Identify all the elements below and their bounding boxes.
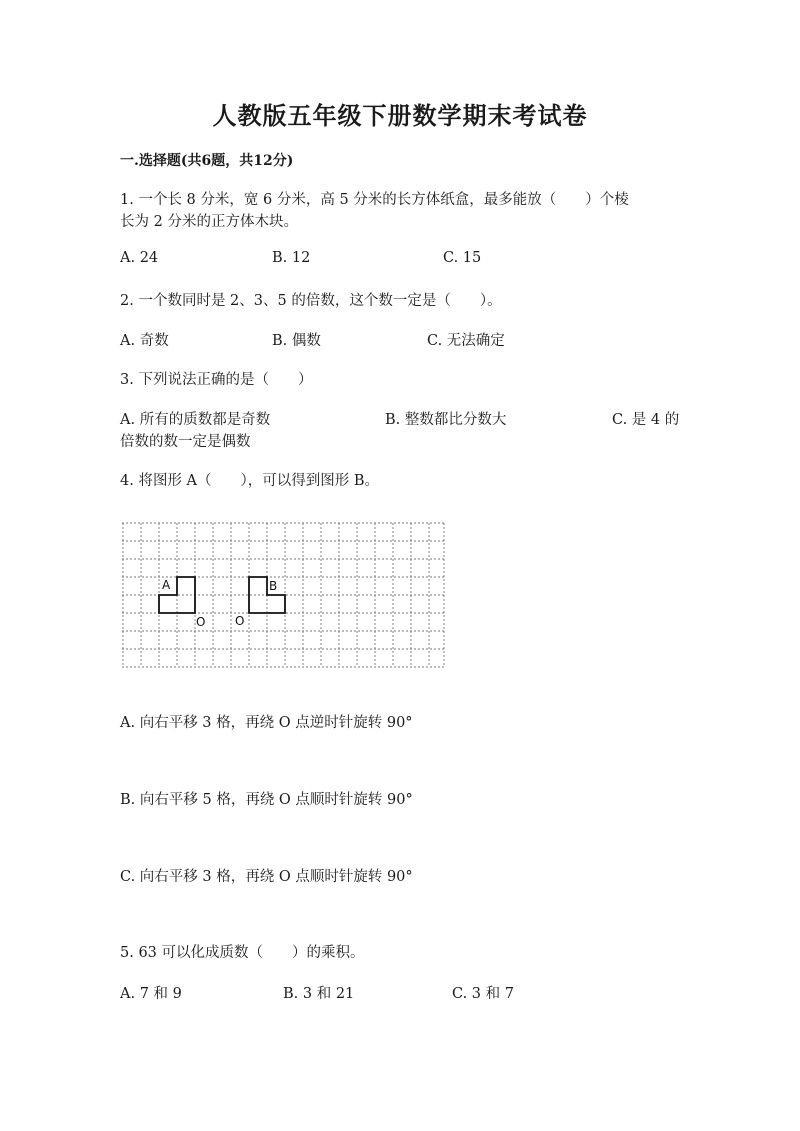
point-o-label-2: O: [235, 614, 245, 628]
question-4-option-a[interactable]: A. 向右平移 3 格，再绕 O 点逆时针旋转 90°: [120, 715, 413, 731]
question-2-option-a[interactable]: A. 奇数: [120, 333, 169, 349]
grid-figure: [122, 522, 448, 674]
question-2-option-b[interactable]: B. 偶数: [272, 333, 321, 349]
shape-a-label: A: [162, 578, 171, 592]
question-5-option-c[interactable]: C. 3 和 7: [452, 986, 514, 1002]
question-5-line-1: 5. 63 可以化成质数（ ）的乘积。: [120, 945, 365, 961]
question-2-line-1: 2. 一个数同时是 2、3、5 的倍数，这个数一定是（ ）。: [120, 293, 502, 309]
question-3-line-1: 3. 下列说法正确的是（ ）: [120, 372, 313, 388]
point-o-label-1: O: [196, 615, 206, 629]
question-1-line-2: 长为 2 分米的正方体木块。: [120, 214, 298, 230]
grid-figure-svg: [122, 522, 448, 670]
question-4-line-1: 4. 将图形 A（ ），可以得到图形 B。: [120, 473, 380, 489]
question-1-option-c[interactable]: C. 15: [443, 250, 482, 266]
page-title: 人教版五年级下册数学期末考试卷: [212, 101, 588, 130]
question-1-option-b[interactable]: B. 12: [272, 250, 311, 266]
question-5-option-a[interactable]: A. 7 和 9: [120, 986, 182, 1002]
question-2-option-c[interactable]: C. 无法确定: [427, 333, 505, 349]
shape-b-label: B: [269, 579, 278, 593]
question-3-option-b[interactable]: B. 整数都比分数大: [385, 412, 507, 428]
question-1-line-1: 1. 一个长 8 分米，宽 6 分米，高 5 分米的长方体纸盒，最多能放（ ）个棱: [120, 192, 629, 208]
question-3-option-c-continuation: 倍数的数一定是偶数: [120, 434, 251, 450]
question-5-option-b[interactable]: B. 3 和 21: [283, 986, 355, 1002]
question-4-option-b[interactable]: B. 向右平移 5 格，再绕 O 点顺时针旋转 90°: [120, 792, 413, 808]
question-1-option-a[interactable]: A. 24: [120, 250, 159, 266]
question-3-option-c[interactable]: C. 是 4 的: [612, 412, 680, 428]
question-4-option-c[interactable]: C. 向右平移 3 格，再绕 O 点顺时针旋转 90°: [120, 869, 413, 885]
question-3-option-a[interactable]: A. 所有的质数都是奇数: [120, 412, 271, 428]
section-heading: 一.选择题(共6题，共12分): [120, 153, 294, 169]
